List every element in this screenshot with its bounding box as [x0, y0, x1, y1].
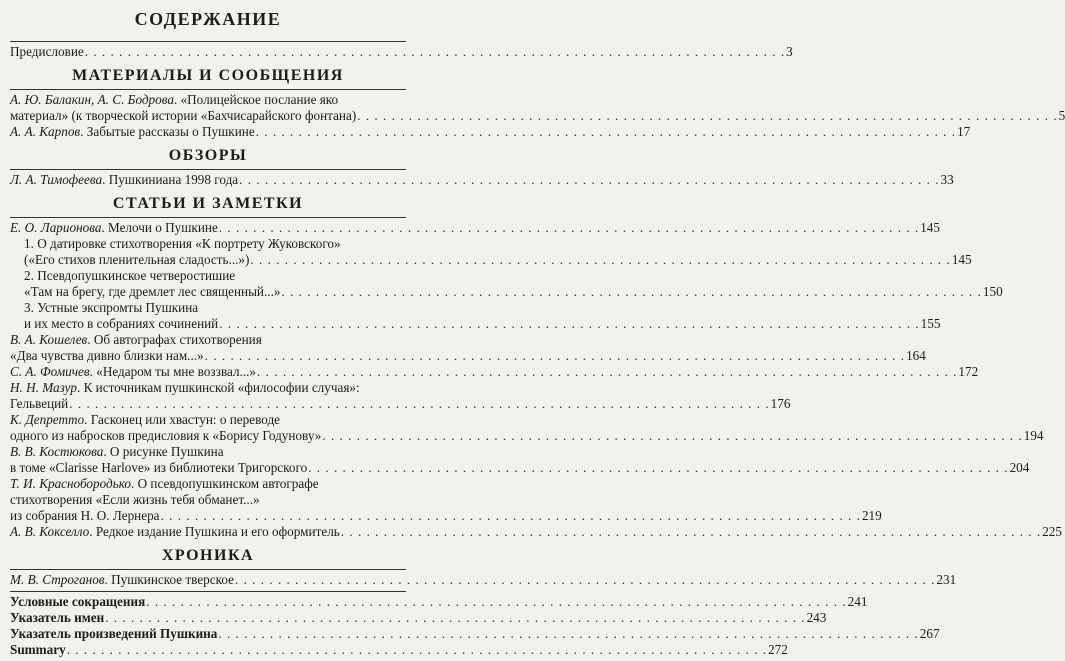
section-divider	[10, 591, 406, 592]
toc-line	[10, 508, 882, 524]
toc-entry	[10, 44, 793, 60]
toc-entry	[10, 380, 791, 412]
toc-entry	[10, 332, 926, 364]
entry-text	[10, 364, 256, 380]
dot-leader	[146, 594, 846, 610]
entry-text	[24, 236, 341, 251]
entry-title: . Забытые рассказы о Пушкине	[80, 124, 255, 139]
toc-entry	[10, 476, 882, 524]
page-number: 204	[1009, 460, 1030, 475]
toc-entry	[10, 524, 1062, 540]
page-number: 33	[940, 172, 954, 187]
entry-text	[10, 380, 360, 395]
toc-line	[10, 316, 941, 332]
page-number: 150	[982, 284, 1003, 299]
entry-title: материал» (к творческой истории «Бахчисарайского фонтана)	[10, 108, 357, 123]
entry-text	[10, 444, 224, 459]
back-matter-title: Summary	[10, 642, 66, 657]
page-number: 172	[958, 364, 979, 379]
entry-title: . «Недаром ты мне воззвал...»	[89, 364, 257, 379]
entry-text	[10, 44, 84, 60]
dot-leader	[257, 364, 957, 380]
page-number: 231	[936, 572, 957, 587]
entry-title: в томе «Clarisse Harlove» из библиотеки Тригорского	[10, 460, 308, 475]
section-heading: ХРОНИКА	[161, 547, 255, 564]
toc-body	[10, 41, 1065, 658]
page-number: 164	[906, 348, 926, 363]
toc-entry	[10, 268, 1003, 300]
entry-text	[10, 572, 234, 588]
toc-line	[10, 284, 1003, 300]
back-matter-title: Указатель имен	[10, 610, 105, 625]
entry-text	[10, 492, 260, 507]
toc-line	[10, 460, 1030, 476]
entry-text	[10, 108, 356, 124]
toc-line	[10, 476, 406, 492]
entry-title: 1. О датировке стихотворения «К портрету Жуковского»	[24, 236, 341, 251]
page-number: 3	[786, 44, 793, 59]
entry-author: М. В. Строганов	[10, 572, 105, 587]
entry-author: С. А. Фомичев	[10, 364, 90, 379]
section-divider	[10, 217, 406, 218]
entry-text	[10, 524, 340, 540]
entry-text	[10, 348, 204, 364]
toc-entry	[10, 172, 954, 188]
entry-text	[24, 252, 249, 268]
entry-text	[10, 460, 307, 476]
dot-leader	[161, 508, 861, 524]
entry-title: из собрания Н. О. Лернера	[10, 508, 160, 523]
section-divider	[10, 41, 406, 42]
page-number: 243	[806, 610, 827, 625]
dot-leader	[256, 124, 956, 140]
toc-line	[10, 268, 406, 284]
toc-entry	[10, 300, 941, 332]
dot-leader	[218, 626, 918, 642]
entry-text	[10, 332, 262, 347]
dot-leader	[239, 172, 939, 188]
dot-leader	[322, 428, 1022, 444]
entry-title: . Об автографах стихотворения	[87, 332, 262, 347]
back-matter-line	[10, 642, 788, 658]
entry-text	[10, 92, 338, 107]
dot-leader	[205, 348, 905, 364]
entry-author: А. А. Карпов	[10, 124, 81, 139]
entry-title: одного из набросков предисловия к «Борису Годунову»	[10, 428, 322, 443]
entry-title: Предисловие	[10, 44, 84, 59]
toc-line	[10, 44, 793, 60]
toc-line	[10, 572, 957, 588]
entry-title: стихотворения «Если жизнь тебя обманет...»	[10, 492, 260, 507]
entry-text	[10, 172, 238, 188]
toc-line	[10, 396, 791, 412]
section-divider	[10, 89, 406, 90]
toc-entry	[10, 364, 979, 380]
dot-leader	[67, 642, 767, 658]
page-title: СОДЕРЖАНИЕ	[134, 9, 282, 29]
entry-text	[24, 300, 198, 315]
entry-title: . Мелочи о Пушкине	[101, 220, 218, 235]
page-number: 194	[1023, 428, 1044, 443]
toc-line	[10, 220, 940, 236]
section-heading: МАТЕРИАЛЫ И СООБЩЕНИЯ	[72, 67, 344, 84]
dot-leader	[250, 252, 950, 268]
dot-leader	[341, 524, 1041, 540]
section-divider	[10, 169, 406, 170]
back-matter-line	[10, 610, 827, 626]
back-matter-title: Условные сокращения	[10, 594, 146, 609]
toc-line	[10, 300, 406, 316]
entry-title: . «Полицейское послание яко	[173, 92, 339, 107]
entry-title: . Редкое издание Пушкина и его оформитель	[89, 524, 340, 539]
page-number: 176	[770, 396, 791, 411]
toc-line	[10, 172, 954, 188]
entry-title: 3. Устные экспромты Пушкина	[24, 300, 199, 315]
entry-title: «Два чувства дивно близки нам...»	[10, 348, 204, 363]
toc-line	[10, 348, 926, 364]
back-matter-line	[10, 594, 868, 610]
toc-line	[10, 380, 406, 396]
entry-title: Гельвеций	[10, 396, 69, 411]
section-heading: СТАТЬИ И ЗАМЕТКИ	[112, 195, 304, 212]
dot-leader	[308, 460, 1008, 476]
entry-text	[10, 476, 319, 491]
back-matter-title: Указатель произведений Пушкина	[10, 626, 218, 641]
toc-entry	[10, 92, 1065, 124]
toc-line	[10, 236, 406, 252]
dot-leader	[105, 610, 805, 626]
section-divider	[10, 569, 406, 570]
toc-line	[10, 252, 972, 268]
entry-text	[10, 508, 160, 524]
entry-title: . Пушкиниана 1998 года	[102, 172, 239, 187]
entry-title: и их место в собраниях сочинений	[24, 316, 219, 331]
dot-leader	[357, 108, 1057, 124]
toc-line	[10, 412, 406, 428]
entry-author: К. Депретто	[10, 412, 85, 427]
entry-author: А. Ю. Балакин, А. С. Бодрова	[10, 92, 174, 107]
entry-author: Е. О. Ларионова	[10, 220, 102, 235]
entry-author: В. В. Костюкова	[10, 444, 104, 459]
entry-title: «Там на брегу, где дремлет лес священный...»	[24, 284, 281, 299]
page-number: 17	[957, 124, 971, 139]
toc-line	[10, 92, 406, 108]
entry-text	[10, 220, 218, 236]
entry-title: . О псевдопушкинском автографе	[130, 476, 319, 491]
entry-author: Т. И. Краснобородько	[10, 476, 131, 491]
page-number: 272	[768, 642, 788, 657]
entry-title: («Его стихов пленительная сладость...»)	[24, 252, 250, 267]
entry-title: 2. Псевдопушкинское четверостишие	[24, 268, 236, 283]
toc-line	[10, 524, 1062, 540]
entry-text	[24, 316, 218, 332]
entry-text	[10, 124, 255, 140]
section-heading: ОБЗОРЫ	[168, 147, 248, 164]
page-number: 225	[1042, 524, 1062, 539]
entry-text	[24, 268, 235, 283]
entry-text	[24, 284, 280, 300]
page-number: 219	[861, 508, 882, 523]
toc-line	[10, 492, 406, 508]
entry-text	[10, 428, 321, 444]
page-number: 241	[847, 594, 868, 609]
back-matter-line	[10, 626, 940, 642]
page-number: 5	[1058, 108, 1065, 123]
toc-entry	[10, 412, 1044, 444]
toc-entry	[10, 220, 940, 236]
dot-leader	[69, 396, 769, 412]
toc-line	[10, 364, 979, 380]
toc-line	[10, 124, 971, 140]
toc-entry	[10, 124, 971, 140]
dot-leader	[281, 284, 981, 300]
dot-leader	[219, 316, 919, 332]
entry-text	[10, 396, 68, 412]
page-number: 145	[951, 252, 972, 267]
page-number: 155	[920, 316, 941, 331]
toc-line	[10, 332, 406, 348]
entry-author: Н. Н. Мазур	[10, 380, 77, 395]
toc-line	[10, 428, 1044, 444]
entry-author: А. В. Кокселло	[10, 524, 90, 539]
dot-leader	[235, 572, 935, 588]
page-number: 145	[920, 220, 940, 235]
entry-title: . Пушкинское тверское	[104, 572, 234, 587]
toc-entry	[10, 236, 972, 268]
toc-line	[10, 108, 1065, 124]
entry-title: . О рисунке Пушкина	[103, 444, 224, 459]
entry-author: В. А. Кошелев	[10, 332, 88, 347]
toc-entry	[10, 572, 957, 588]
page-number: 267	[919, 626, 940, 641]
dot-leader	[85, 44, 785, 60]
dot-leader	[219, 220, 919, 236]
toc-entry	[10, 444, 1030, 476]
toc-line	[10, 444, 406, 460]
entry-author: Л. А. Тимофеева	[10, 172, 103, 187]
entry-title: . Гасконец или хвастун: о переводе	[84, 412, 281, 427]
entry-text	[10, 412, 280, 427]
entry-title: . К источникам пушкинской «философии случая»:	[76, 380, 360, 395]
